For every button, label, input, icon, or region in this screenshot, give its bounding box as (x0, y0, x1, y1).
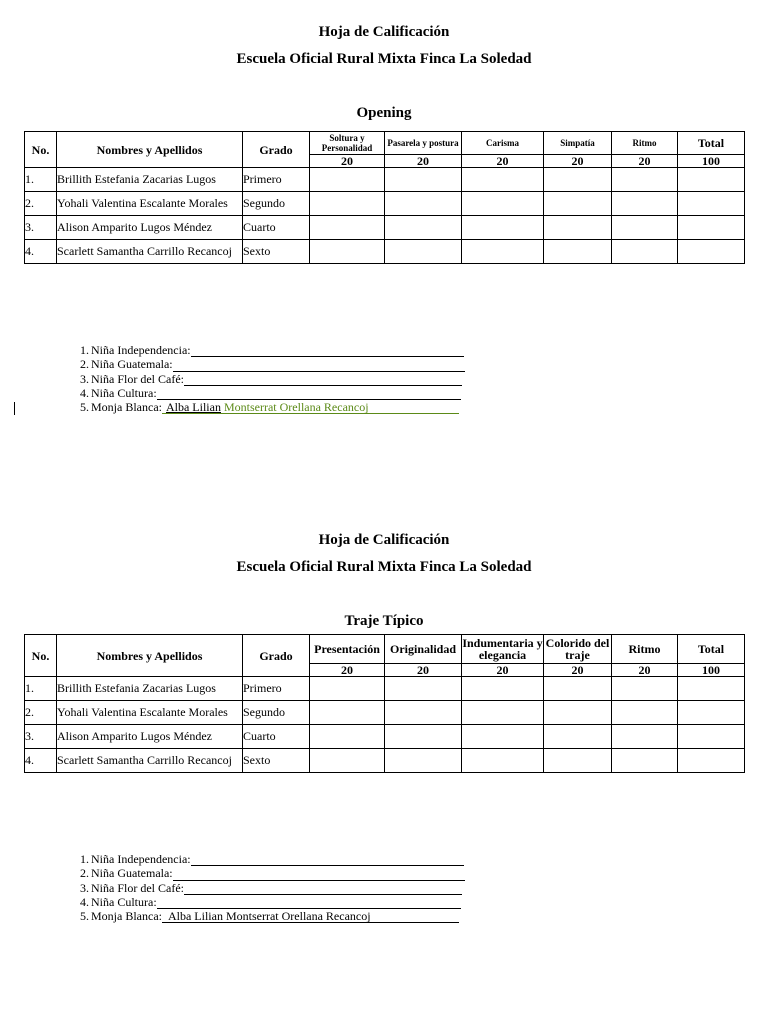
max-points: 20 (462, 155, 544, 168)
total-cell[interactable] (678, 677, 745, 701)
col-header-criterion: Ritmo (612, 635, 678, 664)
row-number: 2. (25, 701, 57, 725)
student-grade: Primero (243, 168, 310, 192)
score-cell[interactable] (385, 725, 462, 749)
answer-line[interactable] (162, 400, 459, 414)
student-grade: Sexto (243, 749, 310, 773)
student-name: Yohali Valentina Escalante Morales (57, 701, 243, 725)
item-number: 2. (80, 357, 89, 372)
awards-list (75, 852, 465, 923)
score-table (24, 634, 745, 773)
score-cell[interactable] (462, 216, 544, 240)
score-cell[interactable] (462, 701, 544, 725)
col-header-total: Total (678, 132, 745, 155)
max-points: 20 (385, 155, 462, 168)
score-table (24, 131, 745, 264)
max-points: 20 (612, 664, 678, 677)
score-cell[interactable] (385, 192, 462, 216)
score-cell[interactable] (385, 168, 462, 192)
score-cell[interactable] (385, 677, 462, 701)
item-number: 4. (80, 385, 89, 400)
list-item (75, 357, 465, 371)
answer-text-continued: Montserrat Orellana Recancoj (225, 909, 371, 924)
col-header-criterion: Originalidad (385, 635, 462, 664)
col-header-total: Total (678, 635, 745, 664)
student-name: Scarlett Samantha Carrillo Recancoj (57, 749, 243, 773)
student-name: Alison Amparito Lugos Méndez (57, 216, 243, 240)
max-points: 20 (462, 664, 544, 677)
score-cell[interactable] (544, 216, 612, 240)
list-item (75, 881, 465, 895)
awards-list (75, 343, 465, 414)
score-cell[interactable] (385, 216, 462, 240)
col-header-grade: Grado (243, 635, 310, 677)
award-label: Niña Flor del Café: (91, 880, 184, 895)
row-number: 1. (25, 677, 57, 701)
score-cell[interactable] (310, 168, 385, 192)
score-cell[interactable] (385, 701, 462, 725)
list-item (75, 895, 465, 909)
student-name: Alison Amparito Lugos Méndez (57, 725, 243, 749)
col-header-criterion: Presentación (310, 635, 385, 664)
school-name: Escuela Oficial Rural Mixta Finca La Soledad (236, 51, 532, 67)
max-points-total: 100 (678, 155, 745, 168)
score-cell[interactable] (462, 168, 544, 192)
score-cell[interactable] (544, 677, 612, 701)
score-cell[interactable] (462, 192, 544, 216)
table-row (25, 749, 745, 773)
col-header-name: Nombres y Apellidos (57, 132, 243, 168)
total-cell[interactable] (678, 749, 745, 773)
score-cell[interactable] (462, 749, 544, 773)
text-cursor (14, 402, 15, 415)
total-cell[interactable] (678, 192, 745, 216)
table-row (25, 725, 745, 749)
score-cell[interactable] (544, 749, 612, 773)
col-header-name: Nombres y Apellidos (57, 635, 243, 677)
row-number: 1. (25, 168, 57, 192)
col-header-criterion: Ritmo (612, 132, 678, 155)
answer-text: Alba Lilian (167, 909, 223, 924)
award-label: Niña Flor del Café: (91, 371, 184, 386)
item-number: 4. (80, 894, 89, 909)
answer-line[interactable] (173, 866, 465, 880)
col-header-grade: Grado (243, 132, 310, 168)
max-points: 20 (310, 664, 385, 677)
item-number: 5. (80, 909, 89, 924)
score-cell[interactable] (462, 725, 544, 749)
student-grade: Cuarto (243, 725, 310, 749)
student-grade: Segundo (243, 192, 310, 216)
answer-line[interactable] (173, 357, 465, 371)
max-points: 20 (544, 155, 612, 168)
category-title: Opening (356, 105, 412, 121)
student-name: Scarlett Samantha Carrillo Recancoj (57, 240, 243, 264)
score-cell[interactable] (612, 168, 678, 192)
table-row (25, 168, 745, 192)
col-header-criterion: Soltura y Personalidad (310, 132, 385, 155)
award-label: Niña Independencia: (91, 343, 191, 357)
list-item (75, 852, 465, 866)
table-row (25, 701, 745, 725)
answer-line[interactable] (184, 372, 462, 386)
answer-line[interactable] (157, 386, 461, 400)
max-points: 20 (612, 155, 678, 168)
answer-line[interactable] (184, 881, 462, 895)
award-label: Monja Blanca: (91, 400, 162, 415)
col-header-criterion: Pasarela y postura (385, 132, 462, 155)
row-number: 2. (25, 192, 57, 216)
award-label: Niña Cultura: (91, 894, 157, 909)
col-header-no: No. (25, 635, 57, 677)
answer-line[interactable] (157, 895, 461, 909)
max-points: 20 (544, 664, 612, 677)
score-cell[interactable] (544, 192, 612, 216)
score-cell[interactable] (544, 168, 612, 192)
total-cell[interactable] (678, 168, 745, 192)
table-row (25, 216, 745, 240)
list-item (75, 372, 465, 386)
score-cell[interactable] (310, 192, 385, 216)
max-points: 20 (385, 664, 462, 677)
total-cell[interactable] (678, 701, 745, 725)
col-header-criterion: Indumentaria y elegancia (462, 636, 543, 662)
item-number: 1. (80, 852, 89, 866)
student-grade: Segundo (243, 701, 310, 725)
max-points-total: 100 (678, 664, 745, 677)
score-cell[interactable] (310, 749, 385, 773)
award-label: Niña Cultura: (91, 385, 157, 400)
award-label: Niña Guatemala: (91, 866, 173, 881)
student-grade: Primero (243, 677, 310, 701)
score-cell[interactable] (544, 701, 612, 725)
award-label: Niña Independencia: (91, 852, 191, 866)
score-cell[interactable] (310, 216, 385, 240)
table-row (25, 192, 745, 216)
category-title: Traje Típico (344, 613, 424, 629)
score-cell[interactable] (544, 725, 612, 749)
row-number: 3. (25, 216, 57, 240)
col-header-no: No. (25, 132, 57, 168)
table-row (25, 240, 745, 264)
answer-line[interactable] (162, 909, 459, 923)
score-cell[interactable] (612, 216, 678, 240)
row-number: 4. (25, 240, 57, 264)
score-cell[interactable] (462, 240, 544, 264)
list-item (75, 909, 465, 923)
score-cell[interactable] (310, 701, 385, 725)
item-number: 1. (80, 343, 89, 357)
score-cell[interactable] (612, 677, 678, 701)
score-cell[interactable] (385, 240, 462, 264)
max-points: 20 (310, 155, 385, 168)
score-cell[interactable] (462, 677, 544, 701)
item-number: 3. (80, 371, 89, 386)
student-name: Yohali Valentina Escalante Morales (57, 192, 243, 216)
student-name: Brillith Estefania Zacarias Lugos (57, 677, 243, 701)
list-item (75, 386, 465, 400)
score-cell[interactable] (310, 725, 385, 749)
answer-line[interactable] (191, 343, 464, 357)
item-number: 3. (80, 880, 89, 895)
school-name: Escuela Oficial Rural Mixta Finca La Soledad (236, 559, 532, 575)
score-cell[interactable] (612, 725, 678, 749)
row-number: 3. (25, 725, 57, 749)
student-name: Brillith Estefania Zacarias Lugos (57, 168, 243, 192)
score-cell[interactable] (544, 240, 612, 264)
total-cell[interactable] (678, 216, 745, 240)
item-number: 2. (80, 866, 89, 881)
row-number: 4. (25, 749, 57, 773)
score-cell[interactable] (612, 192, 678, 216)
list-item (75, 343, 465, 357)
answer-text-highlighted: Montserrat Orellana Recancoj (223, 400, 369, 415)
answer-text: Alba Lilian (165, 400, 221, 415)
table-row (25, 677, 745, 701)
total-cell[interactable] (678, 725, 745, 749)
col-header-criterion: Colorido del traje (544, 635, 612, 664)
student-grade: Sexto (243, 240, 310, 264)
page-title: Hoja de Calificación (318, 24, 450, 40)
total-cell[interactable] (678, 240, 745, 264)
list-item (75, 400, 465, 414)
score-cell[interactable] (612, 240, 678, 264)
col-header-criterion: Simpatía (544, 132, 612, 155)
score-cell[interactable] (612, 701, 678, 725)
item-number: 5. (80, 400, 89, 415)
score-cell[interactable] (310, 240, 385, 264)
award-label: Monja Blanca: (91, 909, 162, 924)
score-cell[interactable] (612, 749, 678, 773)
col-header-criterion: Carisma (462, 132, 544, 155)
score-cell[interactable] (385, 749, 462, 773)
list-item (75, 866, 465, 880)
score-cell[interactable] (310, 677, 385, 701)
answer-line[interactable] (191, 852, 464, 866)
page-title: Hoja de Calificación (318, 532, 450, 548)
award-label: Niña Guatemala: (91, 357, 173, 372)
student-grade: Cuarto (243, 216, 310, 240)
